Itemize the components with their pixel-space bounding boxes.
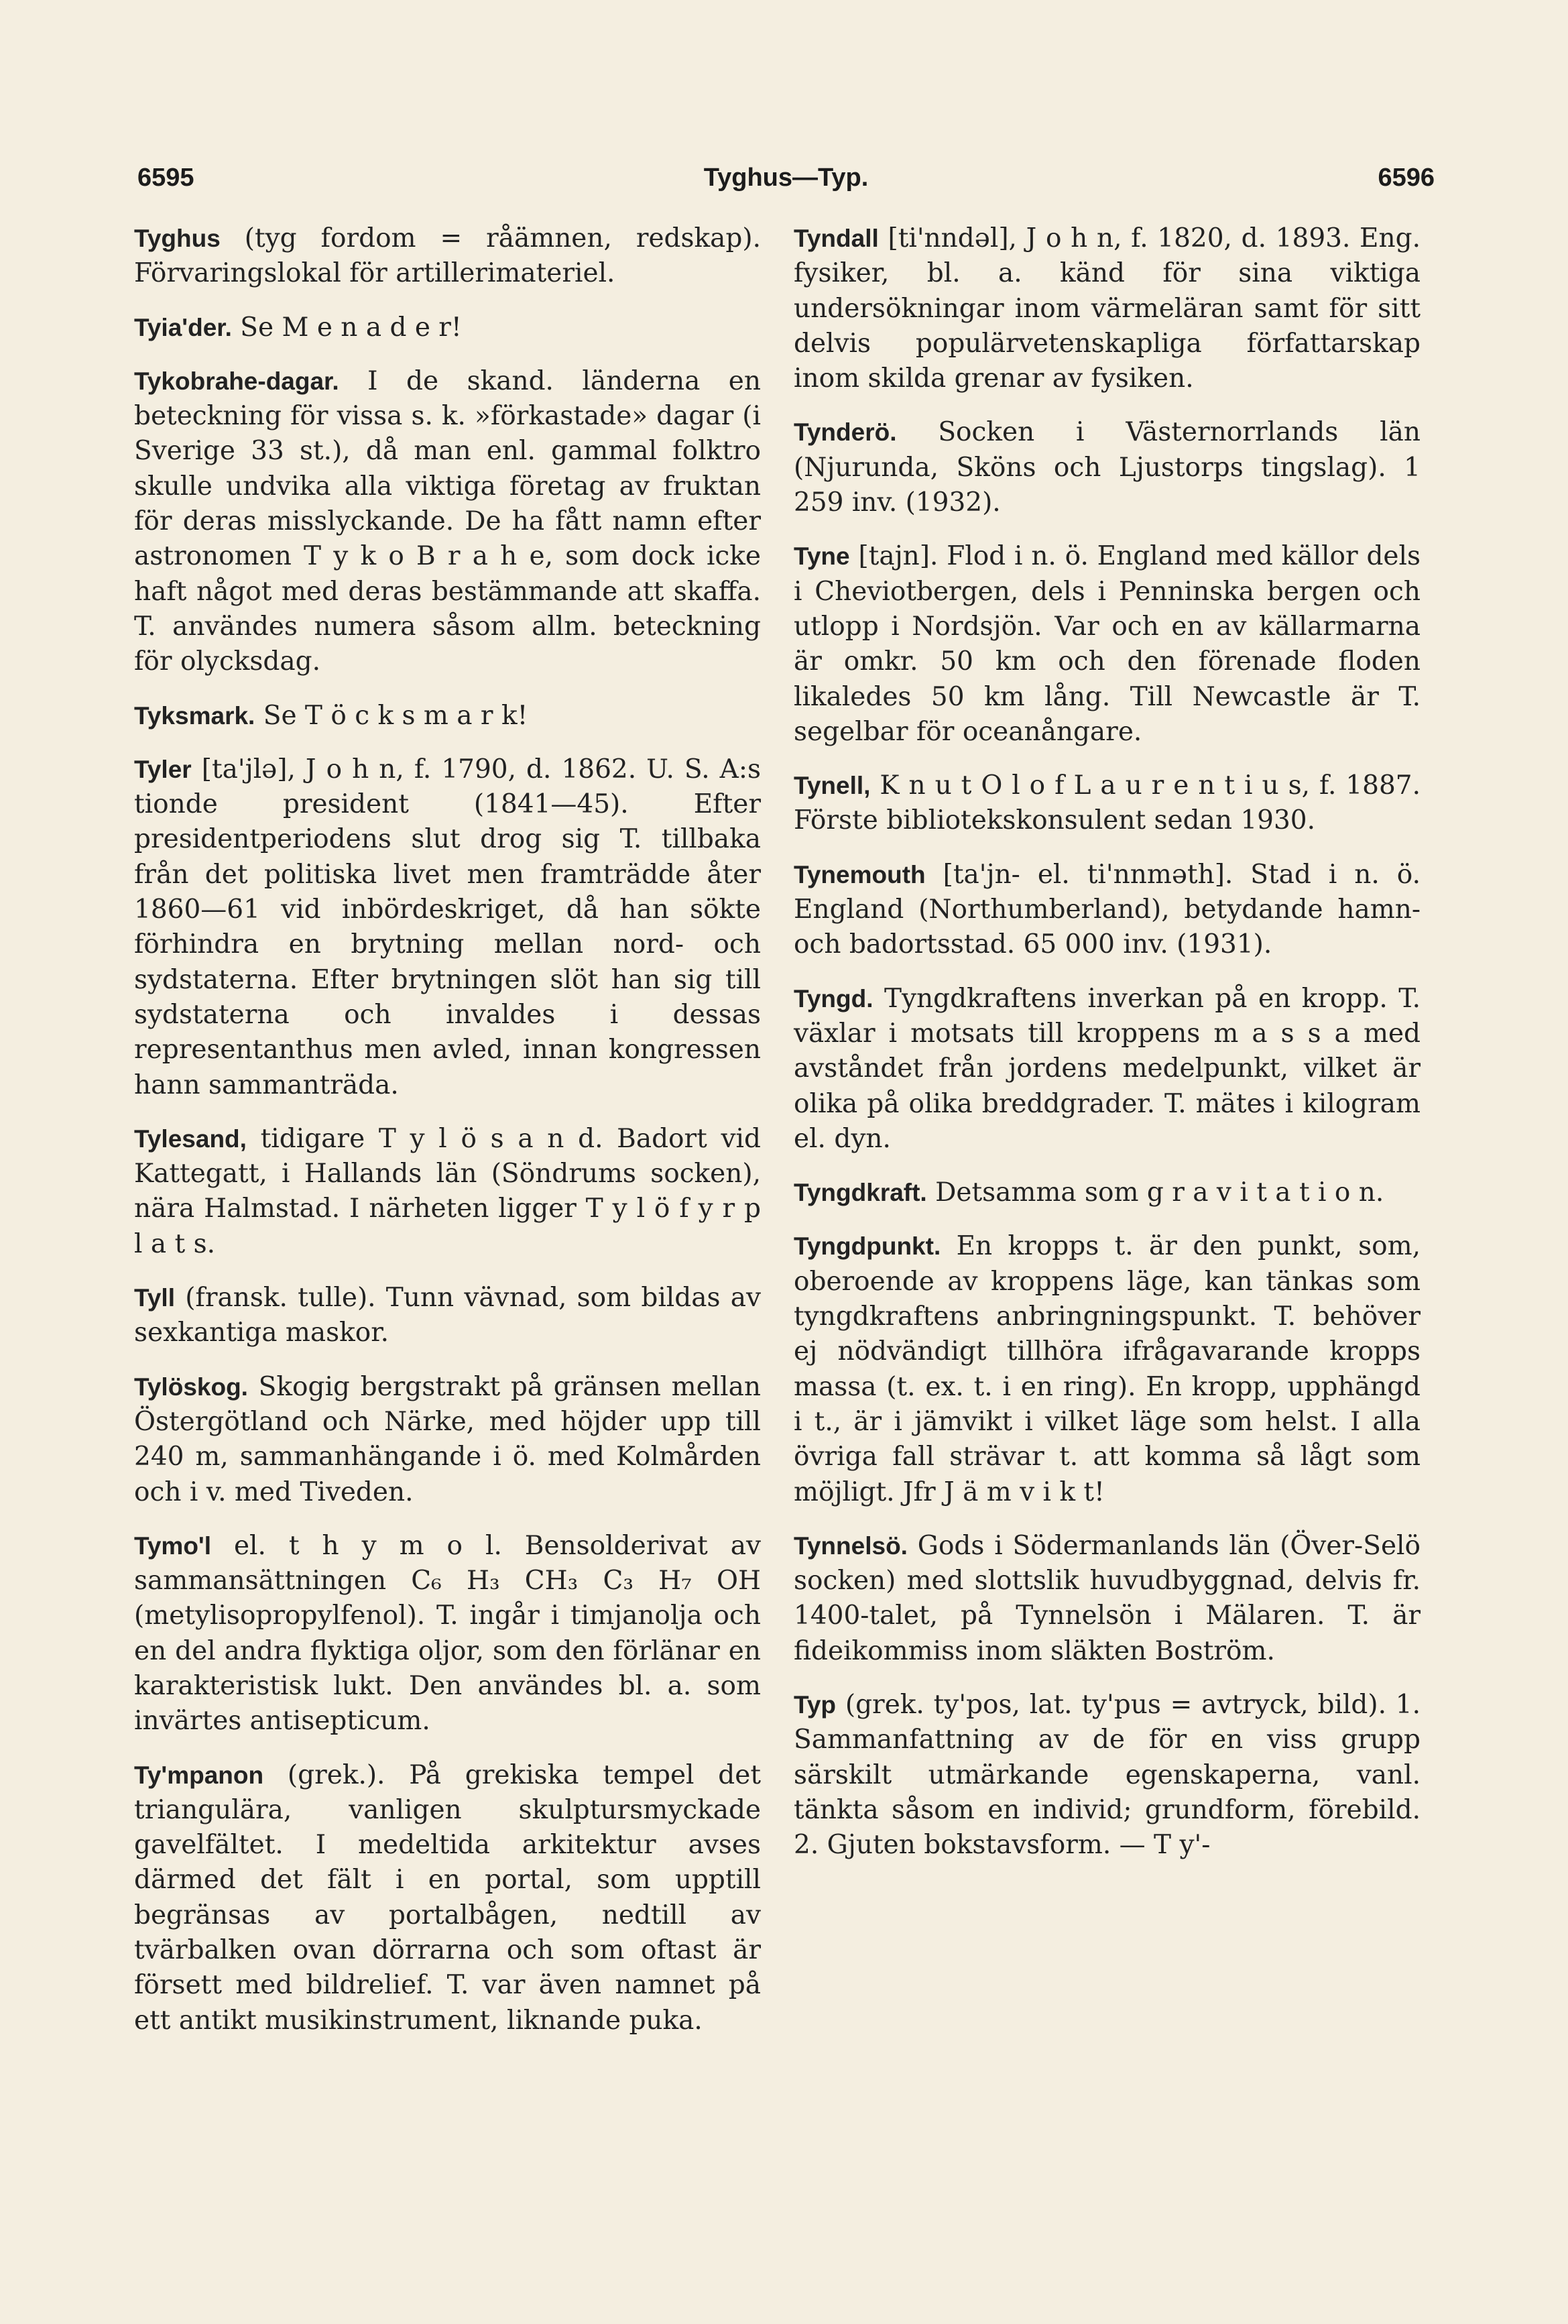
entry-text: [tajn]. Flod i n. ö. England med källor dels i Cheviotbergen, dels i Penninska bergen och utlopp i Nordsjön. Var och en av källarmarna är omkr. 50 km och den förenade floden likaledes 50 km lång. Till Newcastle är T. segelbar för oceanångare. bbox=[794, 541, 1421, 747]
right-page-number: 6596 bbox=[1378, 164, 1435, 192]
headword: Tylöskog. bbox=[134, 1373, 248, 1401]
entry-tykobrahe-dagar bbox=[134, 364, 761, 680]
entry-text: Detsamma som g r a v i t a t i o n. bbox=[926, 1177, 1384, 1208]
entry-text: Se T ö c k s m a r k! bbox=[255, 700, 528, 731]
headword: Tyne bbox=[794, 542, 850, 571]
entry-tyksmark bbox=[134, 699, 761, 734]
headword: Tyngd. bbox=[794, 984, 873, 1012]
headword: Tynell, bbox=[794, 772, 871, 800]
headword: Tyngdkraft. bbox=[794, 1179, 927, 1207]
headword: Tyngdpunkt. bbox=[794, 1232, 941, 1261]
entry-text: [ta'jn- el. ti'nnməth]. Stad i n. ö. England (Northumberland), betydande hamn- och badortsstad. 65 000 inv. (1931). bbox=[794, 859, 1421, 960]
entry-tyloskog bbox=[134, 1370, 761, 1510]
headword: Tynnelsö. bbox=[794, 1531, 908, 1560]
entry-tyler bbox=[134, 752, 761, 1103]
entry-text: En kropps t. är den punkt, som, oberoende av kroppens läge, kan tänkas som tyngdkraftens anbringningspunkt. T. behöver ej nödvändigt tillhöra ifrågavarande kropps massa (t. ex. t. i en ring). En kropp, upphängd i t., är i jämvikt i vilket läge som helst. I alla övriga fall strävar t. att komma så lågt som möjligt. Jfr J ä m v i k t! bbox=[794, 1231, 1421, 1507]
entry-text: K n u t O l o f L a u r e n t i u s, f. 1887. Förste bibliotekskonsulent sedan 1930. bbox=[794, 770, 1421, 836]
headword: Ty'mpanon bbox=[134, 1761, 264, 1789]
entry-tymol bbox=[134, 1529, 761, 1739]
entry-tyghus bbox=[134, 221, 761, 292]
entry-tynnelso bbox=[794, 1529, 1421, 1669]
headword: Tyghus bbox=[134, 225, 221, 252]
entry-tyndall bbox=[794, 221, 1421, 396]
entry-text: Skogig bergstrakt på gränsen mellan Östergötland och Närke, med höjder upp till 240 m, sammanhängande i ö. med Kolmården och i v. med Tiveden. bbox=[134, 1371, 761, 1507]
headword: Tyler bbox=[134, 755, 192, 783]
headword: Tykobrahe-dagar. bbox=[134, 367, 339, 395]
entry-text: Tyngdkraftens inverkan på en kropp. T. växlar i motsats till kroppens m a s s a med avståndet från jordens medelpunkt, vilket är olika på olika breddgrader. T. mätes i kilogram el. dyn. bbox=[794, 983, 1421, 1154]
entry-tyngd bbox=[794, 982, 1421, 1157]
entry-text: Gods i Södermanlands län (Över-Selö socken) med slottslik huvudbyggnad, delvis fr. 1400-talet, på Tynnelsön i Mälaren. T. är fideikommiss inom släkten Boström. bbox=[794, 1530, 1421, 1666]
page-title: Tyghus—Typ. bbox=[703, 164, 869, 192]
entry-text: Socken i Västernorrlands län (Njurunda, Sköns och Ljustorps tingslag). 1 259 inv. (1932). bbox=[794, 417, 1421, 518]
entry-typ bbox=[794, 1688, 1421, 1863]
headword: Tyndall bbox=[794, 225, 879, 252]
headword: Tyksmark. bbox=[134, 701, 255, 730]
entry-text: Se M e n a d e r! bbox=[231, 312, 462, 343]
entry-tyiader bbox=[134, 310, 761, 345]
headword: Typ bbox=[794, 1690, 837, 1719]
entry-text: (fransk. tulle). Tunn vävnad, som bildas av sexkantiga maskor. bbox=[134, 1283, 761, 1348]
headword: Tynemouth bbox=[794, 860, 926, 888]
right-column bbox=[794, 221, 1421, 1881]
left-column bbox=[134, 221, 761, 2057]
entry-tyll bbox=[134, 1281, 761, 1351]
headword: Tylesand, bbox=[134, 1124, 247, 1153]
headword: Tyia'der. bbox=[134, 313, 232, 341]
entry-text: [ta'jlə], J o h n, f. 1790, d. 1862. U. S. A:s tionde president (1841—45). Efter presidentperiodens slut drog sig T. tillbaka från det politiska livet men framträdde åter 1860—61 vid inbördeskriget, då han sökte förhindra en brytning mellan nord- och sydstaterna. Efter brytningen slöt han sig till sydstaterna och invaldes i dessas representanthus men avled, innan kongressen hann sammanträda. bbox=[134, 754, 761, 1100]
entry-tynell bbox=[794, 768, 1421, 839]
entry-tympanon bbox=[134, 1758, 761, 2038]
entry-tynemouth bbox=[794, 858, 1421, 963]
entry-tyngdkraft bbox=[794, 1175, 1421, 1210]
entry-text: (tyg fordom = råämnen, redskap). Förvaringslokal för artillerimateriel. bbox=[134, 223, 761, 289]
entry-text: [ti'nndəl], J o h n, f. 1820, d. 1893. Eng. fysiker, bl. a. känd för sina viktiga undersökningar inom värmeläran samt för sitt delvis populärvetenskapliga författarskap inom skilda grenar av fysiken. bbox=[794, 223, 1421, 394]
running-header bbox=[137, 154, 1435, 201]
headword: Tynderö. bbox=[794, 418, 897, 447]
entry-text: el. t h y m o l. Bensolderivat av sammansättningen C₆ H₃ CH₃ C₃ H₇ OH (metylisopropylfenol). T. ingår i timjanolja och en del andra flyktiga oljor, som den förlänar en karakteristisk lukt. Den användes bl. a. som invärtes antisepticum. bbox=[134, 1530, 761, 1737]
entry-tyne bbox=[794, 539, 1421, 750]
entry-text: (grek.). På grekiska tempel det triangulära, vanligen skulptursmyckade gavelfältet. I medeltida arkitektur avses därmed det fält i en portal, som upptill begränsas av portalbågen, nedtill av tvärbalken ovan dörrarna och som oftast är försett med bildrelief. T. var även namnet på ett antikt musikinstrument, liknande puka. bbox=[134, 1759, 761, 2036]
headword: Tyll bbox=[134, 1284, 175, 1312]
entry-text: (grek. ty'pos, lat. ty'pus = avtryck, bild). 1. Sammanfattning av de för en viss grupp särskilt utmärkande egenskaperna, vanl. tänkta såsom en individ; grundform, förebild. 2. Gjuten bokstavsform. — T y'- bbox=[794, 1689, 1421, 1861]
entry-tyngdpunkt bbox=[794, 1229, 1421, 1509]
entry-text: tidigare T y l ö s a n d. Badort vid Kattegatt, i Hallands län (Söndrums socken), nära Halmstad. I närheten ligger T y l ö f y r p l a t s. bbox=[134, 1123, 761, 1259]
entry-text: I de skand. länderna en beteckning för vissa s. k. »förkastade» dagar (i Sverige 33 st.), då man enl. gammal folktro skulle undvika alla viktiga företag av fruktan för deras misslyckande. De ha fått namn efter astronomen T y k o B r a h e, som dock icke haft något med deras bestämmande att skaffa. T. användes numera såsom allm. beteckning för olycksdag. bbox=[134, 365, 761, 677]
left-page-number: 6595 bbox=[137, 164, 194, 192]
entry-tyndero bbox=[794, 415, 1421, 520]
entry-tylesand bbox=[134, 1122, 761, 1262]
headword: Tymo'l bbox=[134, 1531, 212, 1560]
